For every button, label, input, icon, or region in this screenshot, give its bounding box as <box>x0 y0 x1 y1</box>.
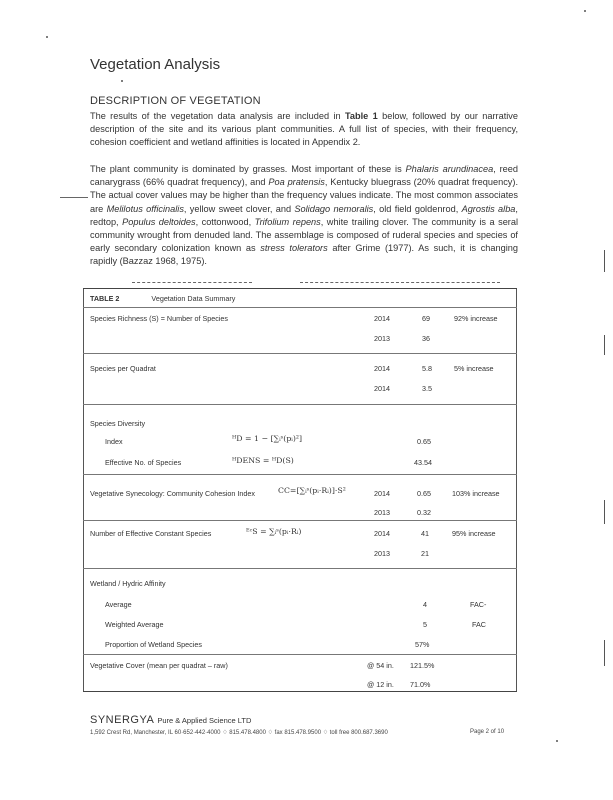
per-quadrat-change: 5% increase <box>454 364 494 373</box>
table-bottom-rule <box>83 691 517 692</box>
scan-artifact-mark <box>604 250 605 272</box>
scan-artifact-speck <box>121 80 123 82</box>
table-number: TABLE 2 <box>90 294 120 303</box>
scan-artifact-dash <box>132 282 252 283</box>
wetland-average-label: Average <box>105 600 132 609</box>
row-rule <box>83 568 517 569</box>
row-rule <box>83 520 517 521</box>
synecology-year-1: 2014 <box>374 489 390 498</box>
section-heading: DESCRIPTION OF VEGETATION <box>90 95 261 107</box>
cover-value-2: 71.0% <box>410 680 431 689</box>
effective-species-value: 43.54 <box>414 458 432 467</box>
per-quadrat-label: Species per Quadrat <box>90 364 156 373</box>
row-rule <box>83 474 517 475</box>
scan-artifact-mark <box>604 640 605 666</box>
wetland-proportion-label: Proportion of Wetland Species <box>105 640 202 649</box>
synecology-value-1: 0.65 <box>417 489 431 498</box>
scan-artifact-dash <box>60 197 88 198</box>
table-title: Vegetation Data Summary <box>151 294 236 303</box>
synecology-label: Vegetative Synecology: Community Cohesion Index <box>90 489 256 498</box>
diversity-index-label: Index <box>105 437 123 446</box>
synecology-value-2: 0.32 <box>417 508 431 517</box>
row-rule <box>83 353 517 354</box>
scan-artifact-speck <box>556 740 558 742</box>
table-top-rule <box>83 288 517 289</box>
per-quadrat-year-1: 2014 <box>374 364 390 373</box>
scan-artifact-dash <box>300 282 500 283</box>
scan-artifact-speck <box>584 10 586 12</box>
richness-change: 92% increase <box>454 314 498 323</box>
company-logo <box>90 714 251 726</box>
company-tagline: Pure & Applied Science LTD <box>157 716 252 725</box>
diversity-label: Species Diversity <box>90 419 146 428</box>
richness-year-2: 2013 <box>374 334 390 343</box>
scan-artifact-mark <box>604 500 605 524</box>
per-quadrat-value-2: 3.5 <box>422 384 432 393</box>
cover-label: Vegetative Cover (mean per quadrat – raw) <box>90 661 228 670</box>
richness-year-1: 2014 <box>374 314 390 323</box>
constant-species-year-2: 2013 <box>374 549 390 558</box>
synecology-formula: CC=[∑ᵢˢ(pᵢ·Rᵢ)]·S² <box>278 486 346 495</box>
scan-artifact-speck <box>46 36 48 38</box>
cover-height-2: @ 12 in. <box>367 680 394 689</box>
cover-height-1: @ 54 in. <box>367 661 394 670</box>
constant-species-value-2: 21 <box>421 549 429 558</box>
effective-species-formula: ᴴDENS = ᴴD(S) <box>232 456 294 465</box>
paragraph-1: The results of the vegetation data analysis are included in Table 1 below, followed by our narrative description of the site and its various plant communities. A full list of species, with their frequency, cohesion coefficient and wetland affinities is located in Appendix 2. <box>90 111 518 148</box>
paragraph-2: The plant community is dominated by grasses. Most important of these is Phalaris arundinacea, reed canarygrass (66% quadrat frequency), and Poa pratensis, Kentucky bluegrass (20% quadrat frequency). The actual cover values may be higher than the frequency values indicate. The most common associates are Melilotus officinalis, yellow sweet clover, and Solidago nemoralis, old field goldenrod, Agrostis alba, redtop, Populus deltoides, cottonwood, Trifolium repens, white trailing clover. The community is a seral community wrought from denuded land. The assemblage is composed of ruderal species and species of early secondary colonization known as stress tolerators after Grime (1977). As such, it is changing rapidly (Bazzaz 1968, 1975). <box>90 164 519 267</box>
scan-artifact-mark <box>604 335 605 355</box>
company-name: SYNERGYA <box>90 714 155 726</box>
row-rule <box>83 654 517 655</box>
company-address: 1,592 Crest Rd, Manchester, IL 60·652·442·4000 ♢ 815.478.4800 ♢ fax 815.478.9500 ♢ toll free 800.687.3690 <box>90 730 388 736</box>
richness-value-2: 36 <box>422 334 430 343</box>
wetland-proportion-value: 57% <box>415 640 430 649</box>
table-caption <box>90 294 235 303</box>
page-title: Vegetation Analysis <box>90 56 221 73</box>
diversity-index-formula: ᴴD = 1 − [∑ᵢˢ(pᵢ)²] <box>232 434 303 443</box>
diversity-index-value: 0.65 <box>417 437 431 446</box>
per-quadrat-year-2: 2014 <box>374 384 390 393</box>
constant-species-value-1: 41 <box>421 529 429 538</box>
richness-value-1: 69 <box>422 314 430 323</box>
wetland-label: Wetland / Hydric Affinity <box>90 579 166 588</box>
richness-label: Species Richness (S) = Number of Species <box>90 314 229 323</box>
per-quadrat-value-1: 5.8 <box>422 364 432 373</box>
constant-species-formula: ᴱᶜS = ∑ᵢˢ(pᵢ·Rᵢ) <box>246 527 302 536</box>
cover-value-1: 121.5% <box>410 661 435 670</box>
constant-species-change: 95% increase <box>452 529 496 538</box>
wetland-average-class: FAC- <box>470 600 487 609</box>
effective-species-label: Effective No. of Species <box>105 458 182 467</box>
table-header-rule <box>83 307 517 308</box>
wetland-weighted-value: 5 <box>423 620 427 629</box>
page-number: Page 2 of 10 <box>470 729 505 735</box>
constant-species-year-1: 2014 <box>374 529 390 538</box>
wetland-average-value: 4 <box>423 600 427 609</box>
constant-species-label: Number of Effective Constant Species <box>90 529 212 538</box>
row-rule <box>83 404 517 405</box>
synecology-year-2: 2013 <box>374 508 390 517</box>
synecology-change: 103% increase <box>452 489 500 498</box>
wetland-weighted-class: FAC <box>472 620 486 629</box>
wetland-weighted-label: Weighted Average <box>105 620 164 629</box>
